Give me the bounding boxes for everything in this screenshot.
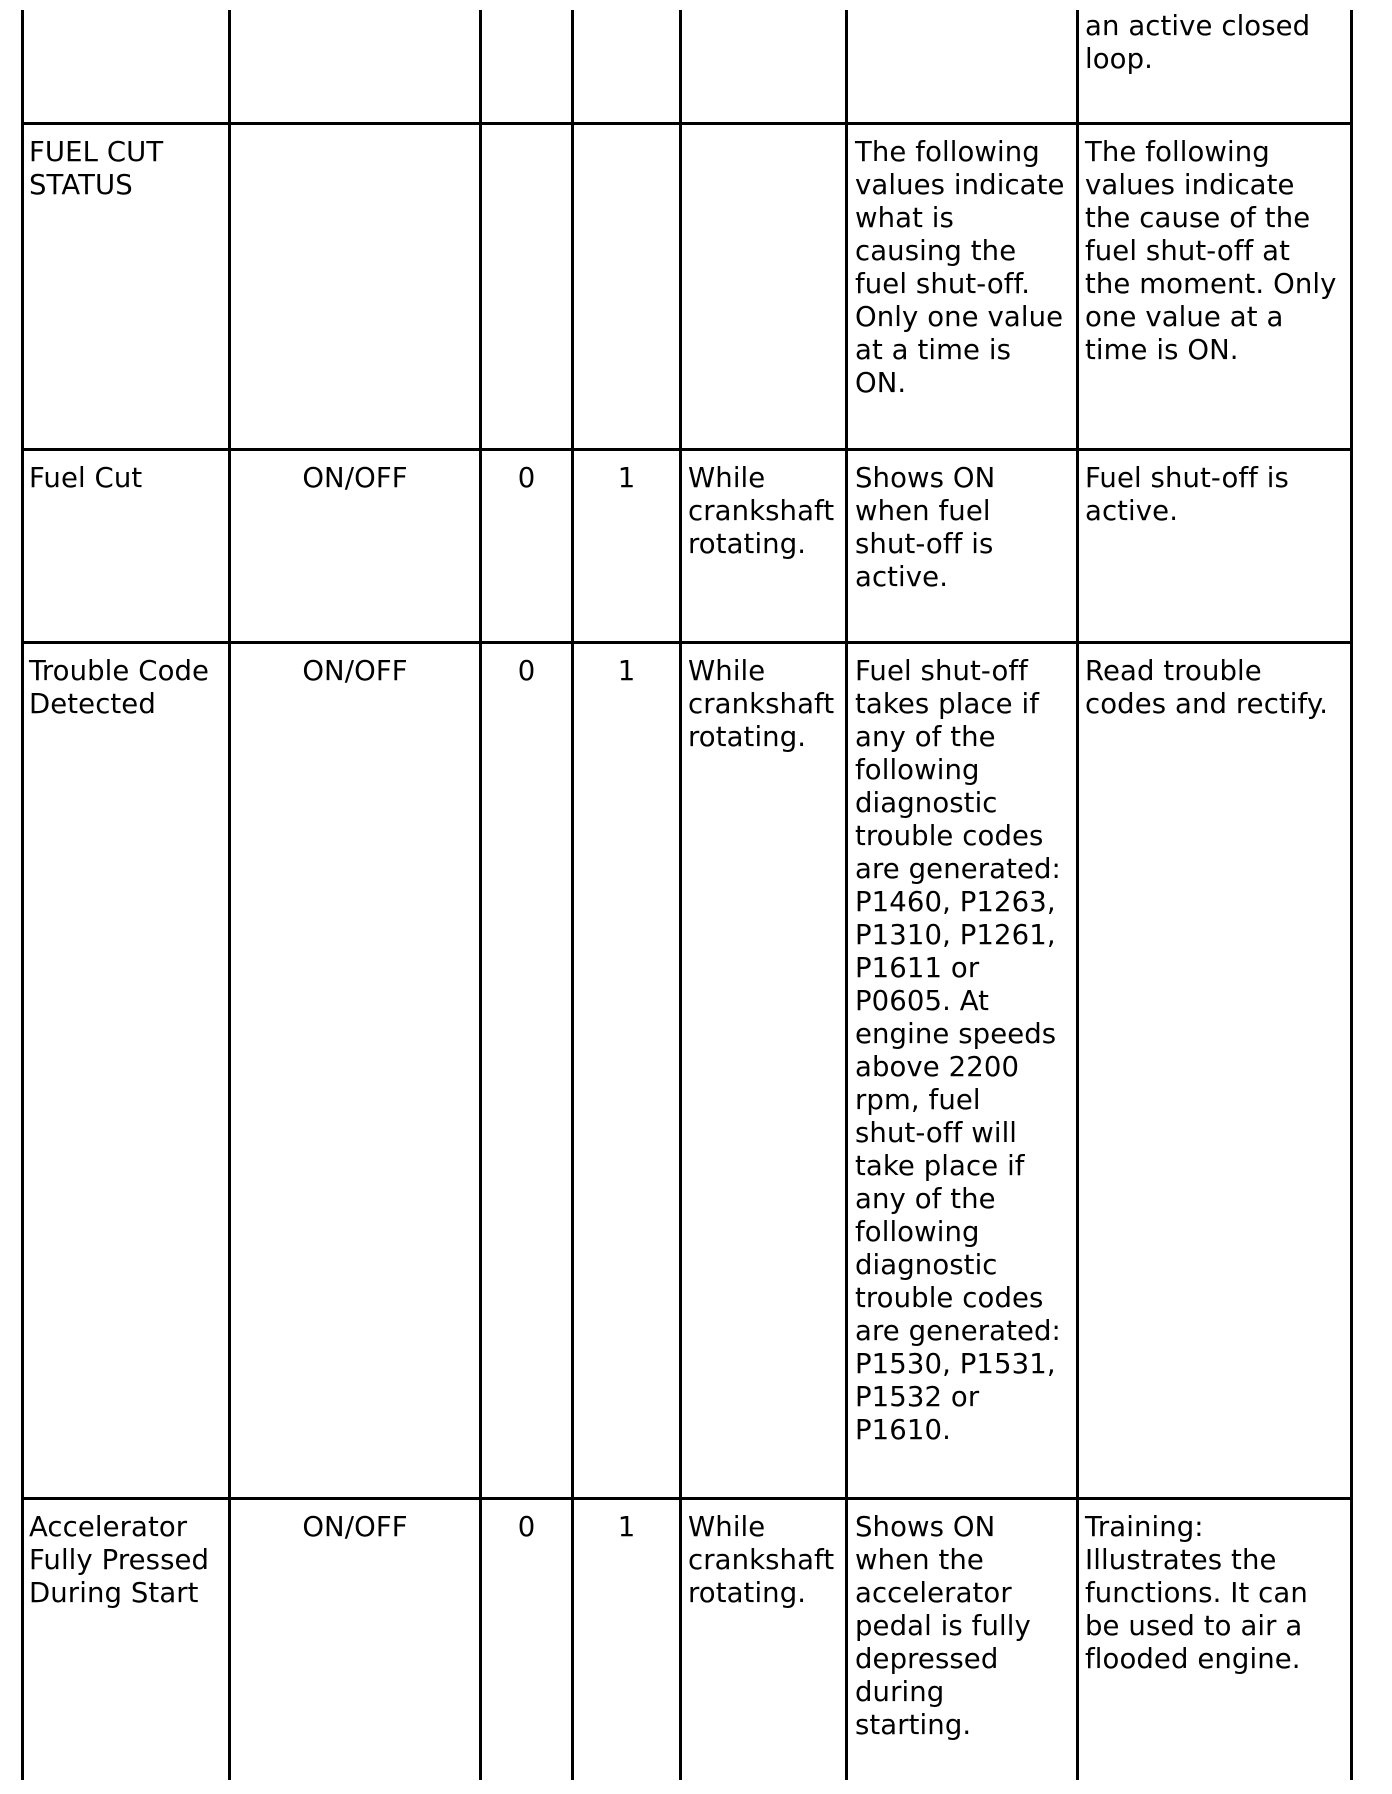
comment-cell: Training: Illustrates the functions. It can be used to air a flooded engine. xyxy=(1085,1511,1308,1675)
unit-cell: ON/OFF xyxy=(302,462,408,494)
condition-cell: While crankshaft rotating. xyxy=(688,655,835,753)
min-cell: 0 xyxy=(517,655,536,687)
parameter-cell: Accelerator Fully Pressed During Start xyxy=(29,1511,210,1609)
parameter-table xyxy=(21,0,1353,1780)
description-cell: Fuel shut-off takes place if any of the following diagnostic trouble codes are generated: P1460, P1263, P1310, P1261, P1611 or P0605. At engine speeds above 2200 rpm, fuel shut-off will take place if any of the following diagnostic trouble codes are generated: P1530, P1531, P1532 or P1610. xyxy=(855,655,1061,1446)
column-divider xyxy=(21,10,24,1780)
max-cell: 1 xyxy=(617,655,636,687)
max-cell: 1 xyxy=(617,1511,636,1543)
column-divider xyxy=(1350,10,1353,1780)
row-divider xyxy=(21,1497,1353,1500)
parameter-cell: Trouble Code Detected xyxy=(29,655,210,720)
description-cell: Shows ON when the accelerator pedal is fully depressed during starting. xyxy=(855,1511,1031,1741)
max-cell: 1 xyxy=(617,462,636,494)
min-cell: 0 xyxy=(517,462,536,494)
unit-cell: ON/OFF xyxy=(302,1511,408,1543)
parameter-cell: Fuel Cut xyxy=(29,462,143,494)
condition-cell: While crankshaft rotating. xyxy=(688,1511,835,1609)
condition-cell: While crankshaft rotating. xyxy=(688,462,835,560)
row-divider xyxy=(21,448,1353,451)
comment-cell: Fuel shut-off is active. xyxy=(1085,462,1289,527)
row-divider xyxy=(21,641,1353,644)
min-cell: 0 xyxy=(517,1511,536,1543)
row-divider xyxy=(21,122,1353,125)
comment-cell: The following values indicate the cause of the fuel shut-off at the moment. Only one value at a time is ON. xyxy=(1085,136,1337,366)
comment-cell: an active closed loop. xyxy=(1085,10,1311,75)
parameter-cell: FUEL CUT STATUS xyxy=(29,136,164,201)
column-divider xyxy=(679,10,682,1780)
description-cell: Shows ON when fuel shut-off is active. xyxy=(855,462,996,593)
unit-cell: ON/OFF xyxy=(302,655,408,687)
comment-cell: Read trouble codes and rectify. xyxy=(1085,655,1329,720)
description-cell: The following values indicate what is causing the fuel shut-off. Only one value at a time is ON. xyxy=(855,136,1065,399)
